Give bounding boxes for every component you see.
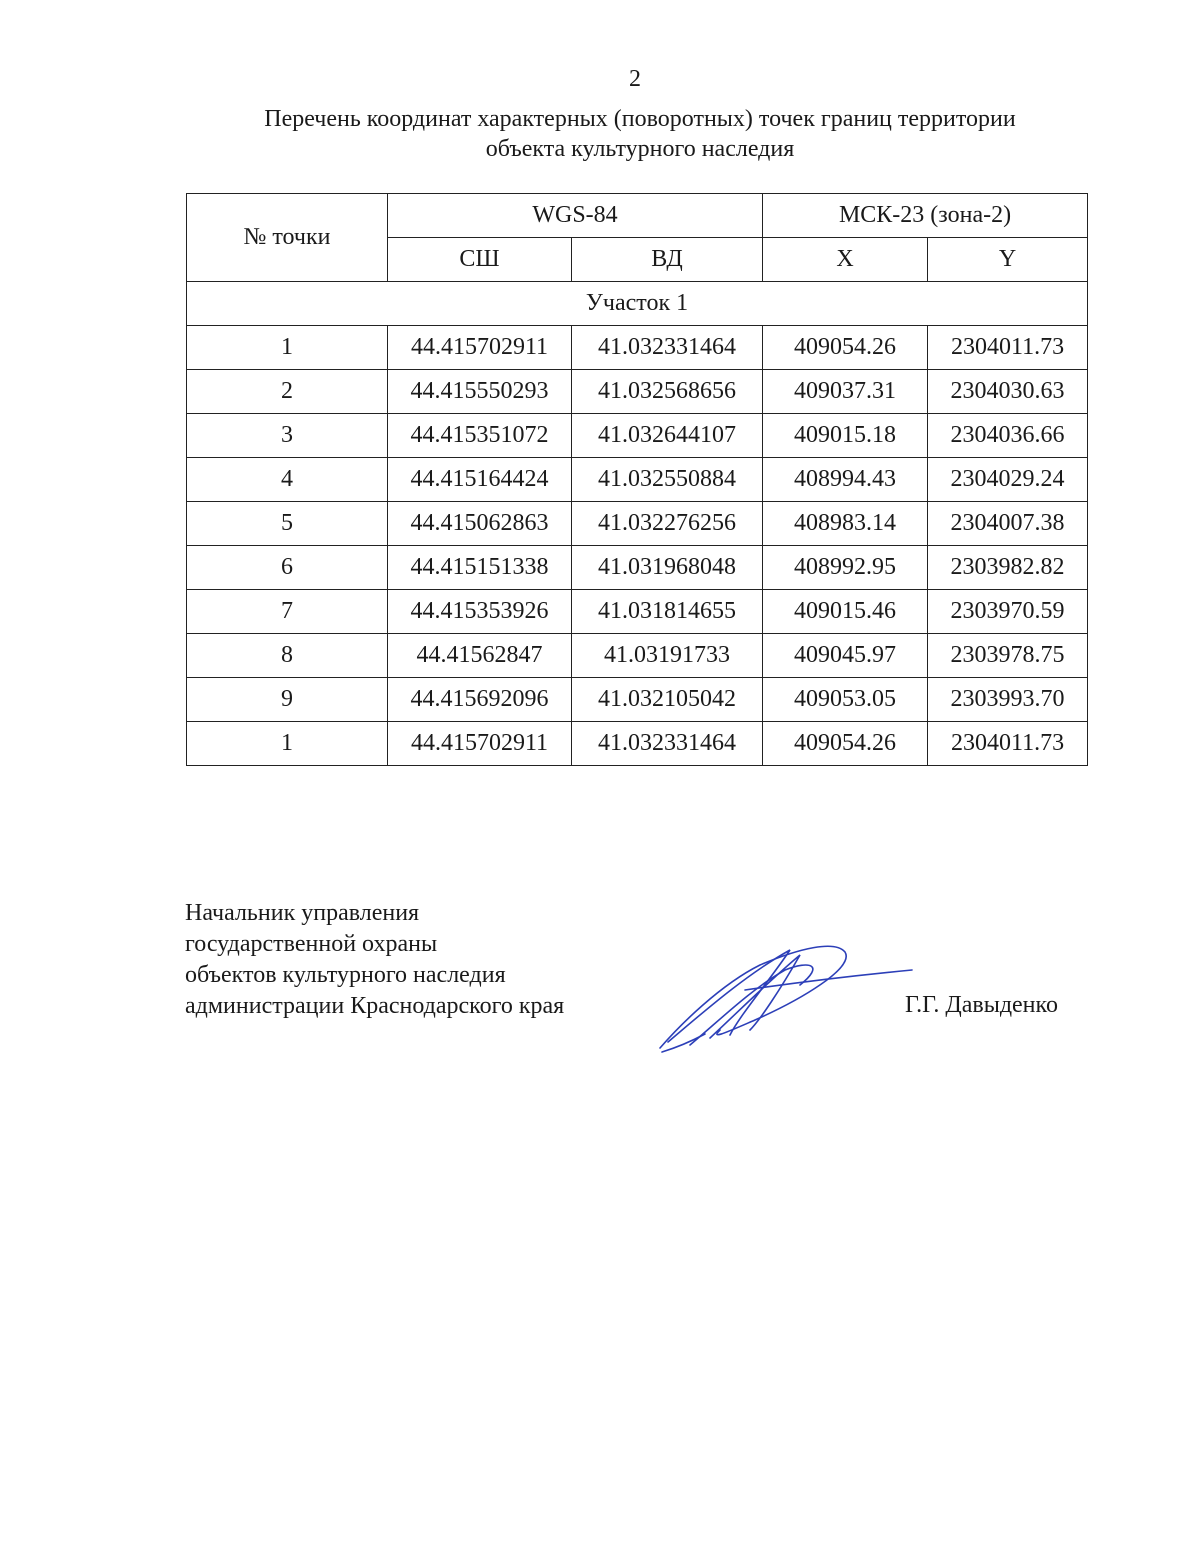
cell-point: 1: [187, 722, 388, 766]
cell-point: 2: [187, 370, 388, 414]
header-point-number: № точки: [187, 194, 388, 282]
table-row: [187, 326, 1088, 370]
cell-x: 409045.97: [763, 634, 928, 678]
table-row: [187, 502, 1088, 546]
cell-longitude: 41.032331464: [572, 326, 763, 370]
table-row: [187, 590, 1088, 634]
signatory-position: [185, 898, 564, 1022]
cell-x: 408983.14: [763, 502, 928, 546]
position-line-3: объектов культурного наследия: [185, 962, 506, 988]
cell-x: 409054.26: [763, 722, 928, 766]
cell-y: 2304011.73: [928, 722, 1088, 766]
position-line-1: Начальник управления: [185, 900, 420, 926]
table-row: [187, 546, 1088, 590]
table-row: [187, 414, 1088, 458]
title-line-1: Перечень координат характерных (поворотных) точек границ территории: [264, 106, 1016, 132]
cell-x: 409054.26: [763, 326, 928, 370]
table-row: [187, 722, 1088, 766]
cell-longitude: 41.032331464: [572, 722, 763, 766]
cell-longitude: 41.031814655: [572, 590, 763, 634]
cell-x: 409015.46: [763, 590, 928, 634]
header-x: X: [763, 238, 928, 282]
cell-point: 4: [187, 458, 388, 502]
cell-longitude: 41.031968048: [572, 546, 763, 590]
position-line-4: администрации Краснодарского края: [185, 993, 565, 1019]
cell-latitude: 44.415353926: [388, 590, 572, 634]
cell-longitude: 41.032105042: [572, 678, 763, 722]
page-title: [160, 104, 1120, 164]
cell-latitude: 44.415351072: [388, 414, 572, 458]
cell-latitude: 44.415692096: [388, 678, 572, 722]
cell-point: 1: [187, 326, 388, 370]
cell-y: 2304029.24: [928, 458, 1088, 502]
cell-y: 2304011.73: [928, 326, 1088, 370]
table-row: [187, 634, 1088, 678]
header-latitude: СШ: [388, 238, 572, 282]
cell-x: 408994.43: [763, 458, 928, 502]
cell-point: 5: [187, 502, 388, 546]
cell-x: 409053.05: [763, 678, 928, 722]
cell-y: 2303970.59: [928, 590, 1088, 634]
cell-y: 2304030.63: [928, 370, 1088, 414]
cell-longitude: 41.03191733: [572, 634, 763, 678]
cell-y: 2303982.82: [928, 546, 1088, 590]
cell-y: 2304007.38: [928, 502, 1088, 546]
cell-longitude: 41.032550884: [572, 458, 763, 502]
cell-point: 3: [187, 414, 388, 458]
cell-latitude: 44.415151338: [388, 546, 572, 590]
cell-point: 9: [187, 678, 388, 722]
cell-latitude: 44.41562847: [388, 634, 572, 678]
cell-latitude: 44.415550293: [388, 370, 572, 414]
section-label: Участок 1: [187, 282, 1088, 326]
cell-longitude: 41.032568656: [572, 370, 763, 414]
cell-y: 2303993.70: [928, 678, 1088, 722]
header-longitude: ВД: [572, 238, 763, 282]
cell-x: 408992.95: [763, 546, 928, 590]
title-line-2: объекта культурного наследия: [485, 136, 795, 162]
cell-point: 7: [187, 590, 388, 634]
cell-latitude: 44.415702911: [388, 326, 572, 370]
handwritten-signature: [650, 930, 920, 1055]
coordinates-table: [186, 193, 1088, 766]
cell-x: 409037.31: [763, 370, 928, 414]
cell-point: 6: [187, 546, 388, 590]
header-y: Y: [928, 238, 1088, 282]
cell-latitude: 44.415164424: [388, 458, 572, 502]
header-wgs84: WGS-84: [388, 194, 763, 238]
cell-longitude: 41.032276256: [572, 502, 763, 546]
cell-y: 2303978.75: [928, 634, 1088, 678]
cell-latitude: 44.415702911: [388, 722, 572, 766]
table-row: [187, 370, 1088, 414]
cell-latitude: 44.415062863: [388, 502, 572, 546]
signer-name: Г.Г. Давыденко: [905, 992, 1058, 1018]
header-msk23: МСК-23 (зона-2): [763, 194, 1088, 238]
cell-point: 8: [187, 634, 388, 678]
position-line-2: государственной охраны: [185, 931, 438, 957]
cell-longitude: 41.032644107: [572, 414, 763, 458]
page-number: 2: [629, 66, 641, 92]
cell-x: 409015.18: [763, 414, 928, 458]
cell-y: 2304036.66: [928, 414, 1088, 458]
table-row: [187, 458, 1088, 502]
table-row: [187, 678, 1088, 722]
